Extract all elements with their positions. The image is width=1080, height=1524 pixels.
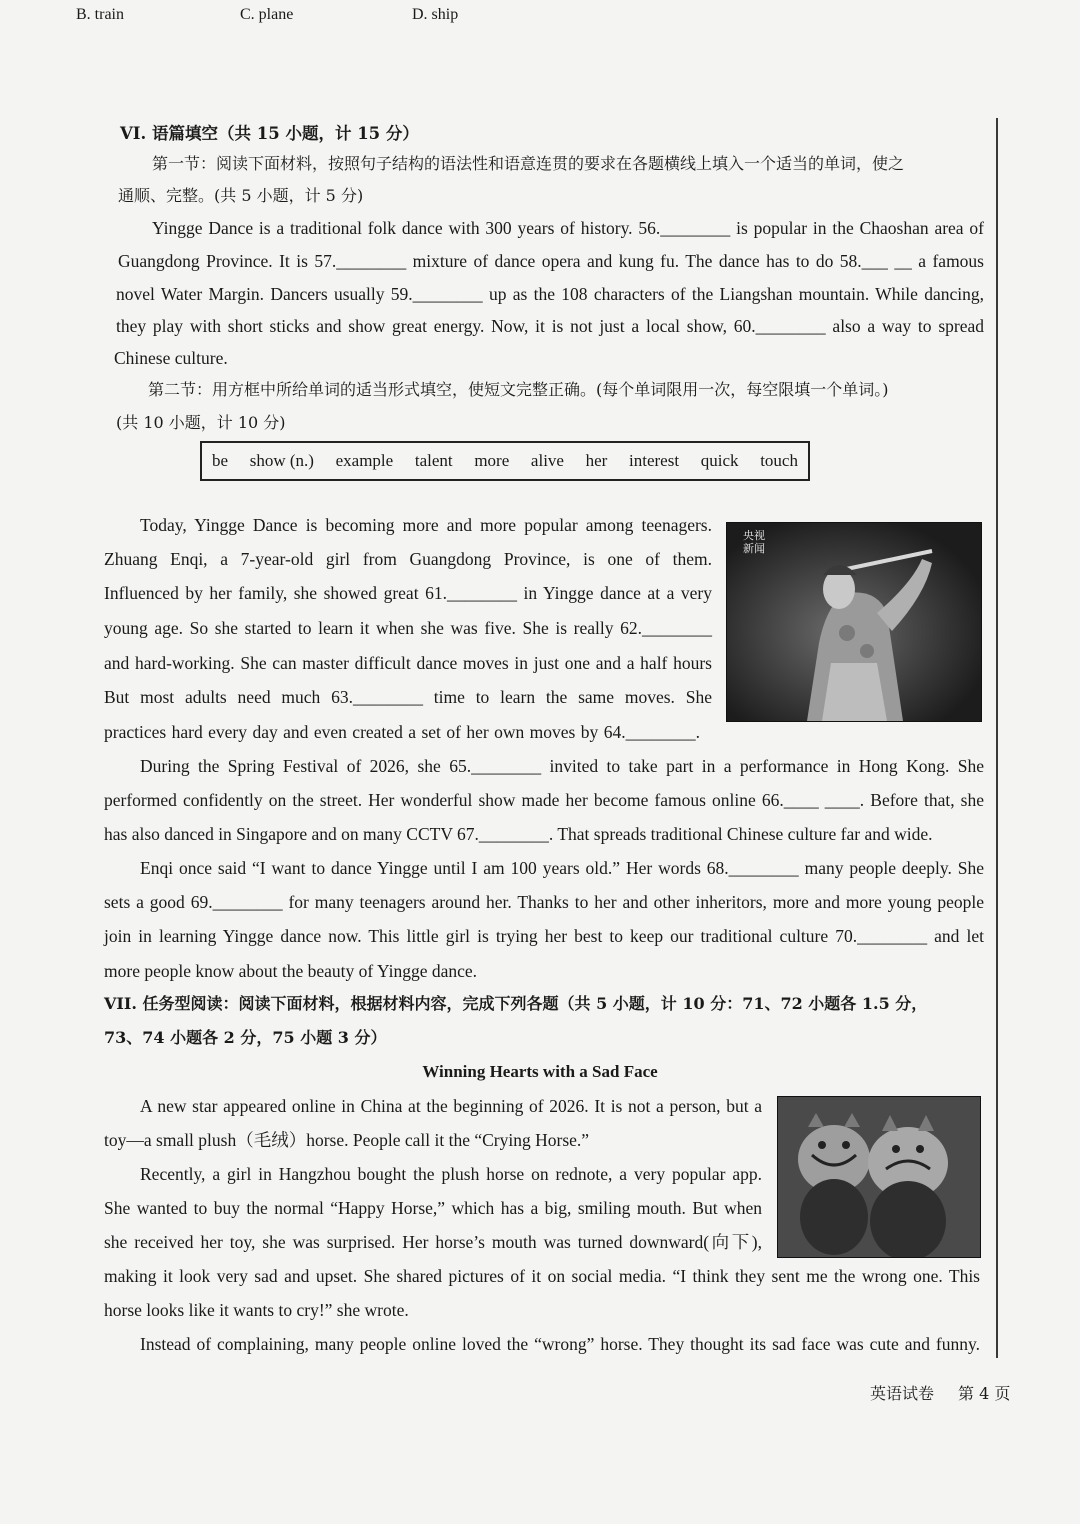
passage2-line-12: sets a good 69.________ for many teenagers around her. Thanks to her and other inheritors, more and more young people <box>104 892 984 912</box>
word-show: show (n.) <box>249 451 314 470</box>
word-her: her <box>585 451 608 470</box>
passage1-line-1: Yingge Dance is a traditional folk dance with 300 years of history. 56.________ is popular in the Chaoshan area of <box>152 218 984 238</box>
passage2-line-5: and hard-working. She can master difficult dance moves in just one and a half hours <box>104 653 712 673</box>
part1-instruction-1: 第一节：阅读下面材料，按照句子结构的语法性和语意连贯的要求在各题横线上填入一个适当的单词，使之 <box>152 154 905 173</box>
passage2-line-10: has also danced in Singapore and on many CCTV 67.________. That spreads traditional Chinese culture far and wide. <box>104 824 933 844</box>
photo-caption: 央视 新闻 <box>743 529 765 555</box>
passage2-line-11: Enqi once said “I want to dance Yingge until I am 100 years old.” Her words 68.________ many people deeply. She <box>140 858 984 878</box>
footer-label: 英语试卷 <box>870 1384 935 1403</box>
word-be: be <box>212 451 229 470</box>
word-talent: talent <box>414 451 453 470</box>
passage1-line-2: Guangdong Province. It is 57.________ mixture of dance opera and kung fu. The dance has to do 58.___ __ a famous <box>118 251 984 271</box>
page-number: 第 4 页 <box>958 1384 1011 1403</box>
part1-instruction-2: 通顺、完整。(共 5 小题，计 5 分) <box>118 186 364 205</box>
part2-instruction-2: (共 10 小题，计 10 分) <box>116 413 286 432</box>
option-c: C. plane <box>240 6 294 23</box>
right-margin-rule <box>996 118 998 1358</box>
passage1-line-4: they play with short sticks and show great energy. Now, it is not just a local show, 60.________ also a way to spread <box>116 316 984 336</box>
passage1-line-5: Chinese culture. <box>114 348 228 368</box>
word-interest: interest <box>629 451 680 470</box>
passage2-line-3: Influenced by her family, she showed great 61.________ in Yingge dance at a very <box>104 583 712 603</box>
dancer-photo <box>726 522 982 722</box>
word-example: example <box>335 451 394 470</box>
reading-title: Winning Hearts with a Sad Face <box>422 1062 658 1081</box>
reading-line-4: She wanted to buy the normal “Happy Horse,” which has a big, smiling mouth. But when <box>104 1198 762 1218</box>
part2-instruction-1: 第二节：用方框中所给单词的适当形式填空，使短文完整正确。(每个单词限用一次，每空限填一个单词。) <box>148 380 889 399</box>
word-touch: touch <box>760 451 798 470</box>
plush-horse-illustration <box>778 1097 980 1257</box>
passage1-line-3: novel Water Margin. Dancers usually 59.________ up as the 108 characters of the Liangshan mountain. While dancing, <box>116 284 984 304</box>
reading-line-5: she received her toy, she was surprised. Her horse’s mouth was turned downward(向下), <box>104 1232 762 1252</box>
passage2-line-6: But most adults need much 63.________ time to learn the same moves. She <box>104 687 712 707</box>
passage2-line-9: performed confidently on the street. Her wonderful show made her become famous online 66.____ ____. Before that, she <box>104 790 984 810</box>
passage2-line-1: Today, Yingge Dance is becoming more and more popular among teenagers. <box>140 515 712 535</box>
passage2-line-14: more people know about the beauty of Yingge dance. <box>104 961 478 981</box>
passage2-line-8: During the Spring Festival of 2026, she 65.________ invited to take part in a performance in Hong Kong. She <box>140 756 984 776</box>
reading-line-2: toy—a small plush（毛绒）horse. People call it the “Crying Horse.” <box>104 1130 590 1150</box>
passage2-line-7: practices hard every day and even created a set of her own moves by 64.________. <box>104 722 700 742</box>
plush-horse-photo <box>777 1096 981 1258</box>
word-box <box>200 441 810 481</box>
word-more: more <box>474 451 510 470</box>
section7-heading-1: VII. 任务型阅读：阅读下面材料，根据材料内容，完成下列各题（共 5 小题，计 10 分：71、72 小题各 1.5 分， <box>104 994 928 1013</box>
reading-line-3: Recently, a girl in Hangzhou bought the plush horse on rednote, a very popular app. <box>140 1164 762 1184</box>
passage2-line-2: Zhuang Enqi, a 7-year-old girl from Guangdong Province, is one of them. <box>104 549 712 569</box>
reading-line-1: A new star appeared online in China at the beginning of 2026. It is not a person, but a <box>140 1096 762 1116</box>
reading-line-7: horse looks like it wants to cry!” she wrote. <box>104 1300 409 1320</box>
option-d: D. ship <box>412 6 459 23</box>
section7-heading-2: 73、74 小题各 2 分，75 小题 3 分） <box>104 1028 387 1047</box>
passage2-line-13: join in learning Yingge dance now. This little girl is trying her best to keep our traditional culture 70.________ and let <box>104 926 984 946</box>
word-alive: alive <box>530 451 564 470</box>
dancer-illustration <box>727 523 981 721</box>
option-b: B. train <box>76 6 124 23</box>
reading-line-6: making it look very sad and upset. She shared pictures of it on social media. “I think they sent me the wrong one. This <box>104 1266 980 1286</box>
section6-heading: VI. 语篇填空（共 15 小题，计 15 分） <box>120 124 419 143</box>
passage2-line-4: young age. So she started to learn it when she was five. She is really 62.________ <box>104 618 712 638</box>
word-quick: quick <box>700 451 739 470</box>
reading-line-8: Instead of complaining, many people online loved the “wrong” horse. They thought its sad face was cute and funny. <box>140 1334 980 1354</box>
